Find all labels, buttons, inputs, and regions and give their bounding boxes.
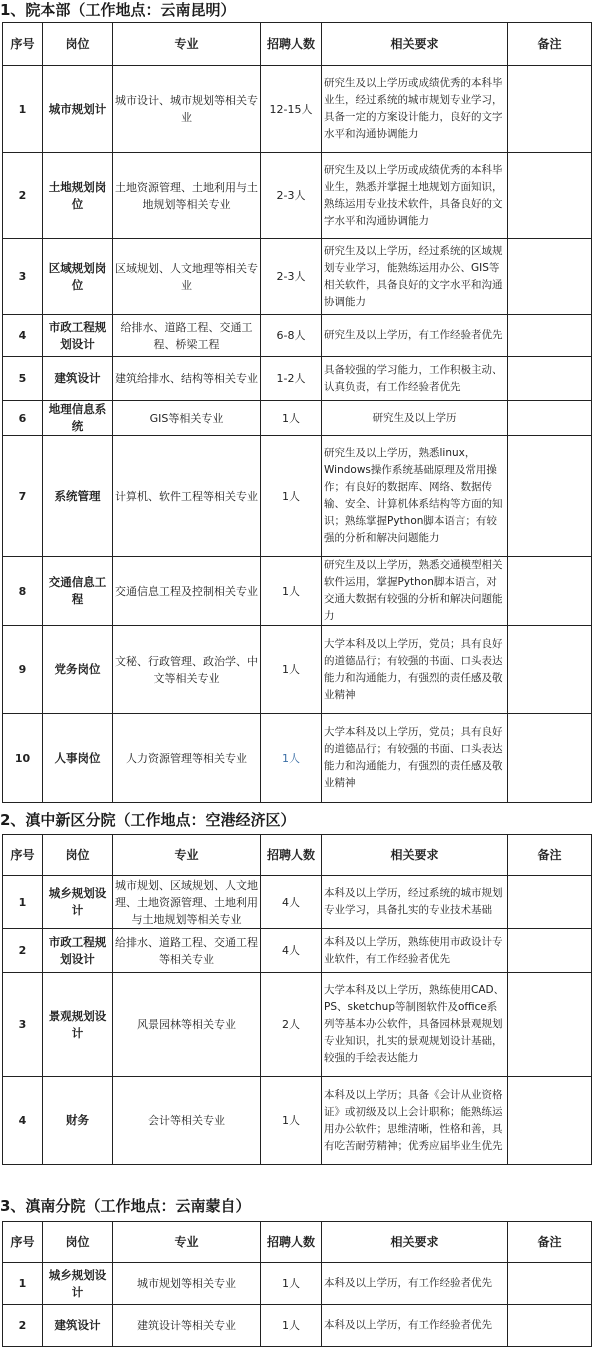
row-number: 7 <box>3 436 43 557</box>
note <box>508 626 592 714</box>
row-number: 5 <box>3 357 43 401</box>
position-name: 市政工程规划设计 <box>43 929 113 973</box>
note <box>508 1077 592 1165</box>
job-table-3 <box>2 1221 592 1347</box>
major: 给排水、道路工程、交通工程、桥梁工程 <box>113 315 261 357</box>
note <box>508 876 592 929</box>
header-no: 序号 <box>3 1222 43 1263</box>
major: 建筑设计等相关专业 <box>113 1305 261 1347</box>
note <box>508 436 592 557</box>
major: 建筑给排水、结构等相关专业 <box>113 357 261 401</box>
requirements: 研究生及以上学历，熟悉交通模型相关软件运用，掌握Python脚本语言，对交通大数据有较强的分析和解决问题能力 <box>322 557 508 626</box>
position-name: 城市规划计 <box>43 66 113 153</box>
headcount: 1-2人 <box>261 357 322 401</box>
position-name: 系统管理 <box>43 436 113 557</box>
major: 土地资源管理、土地利用与土地规划等相关专业 <box>113 153 261 239</box>
table-row <box>3 436 592 557</box>
position-name: 景观规划设计 <box>43 973 113 1077</box>
header-note: 备注 <box>508 1222 592 1263</box>
row-number: 4 <box>3 1077 43 1165</box>
table-row <box>3 626 592 714</box>
requirements: 具备较强的学习能力，工作积极主动、认真负责，有工作经验者优先 <box>322 357 508 401</box>
header-note: 备注 <box>508 835 592 876</box>
section-title: 3、滇南分院（工作地点：云南蒙自） <box>0 1197 251 1215</box>
row-number: 3 <box>3 973 43 1077</box>
major: 区域规划、人文地理等相关专业 <box>113 239 261 315</box>
major: 风景园林等相关专业 <box>113 973 261 1077</box>
row-number: 10 <box>3 714 43 803</box>
header-no: 序号 <box>3 23 43 66</box>
requirements: 本科及以上学历，有工作经验者优先 <box>322 1305 508 1347</box>
table-row <box>3 1263 592 1305</box>
requirements: 本科及以上学历，熟练使用市政设计专业软件，有工作经验者优先 <box>322 929 508 973</box>
note <box>508 973 592 1077</box>
major: 城市设计、城市规划等相关专业 <box>113 66 261 153</box>
headcount: 2人 <box>261 973 322 1077</box>
headcount: 6-8人 <box>261 315 322 357</box>
note <box>508 153 592 239</box>
table-row <box>3 401 592 436</box>
row-number: 2 <box>3 153 43 239</box>
row-number: 3 <box>3 239 43 315</box>
headcount: 1人 <box>261 714 322 803</box>
section-title: 1、院本部（工作地点：云南昆明） <box>0 1 236 19</box>
row-number: 6 <box>3 401 43 436</box>
requirements: 本科及以上学历，经过系统的城市规划专业学习，具备扎实的专业技术基础 <box>322 876 508 929</box>
header-position: 岗位 <box>43 23 113 66</box>
headcount: 4人 <box>261 876 322 929</box>
headcount: 1人 <box>261 557 322 626</box>
major: 城市规划等相关专业 <box>113 1263 261 1305</box>
position-name: 区域规划岗位 <box>43 239 113 315</box>
requirements: 研究生及以上学历或成绩优秀的本科毕业生，熟悉并掌握土地规划方面知识，熟练运用专业技术软件，具备良好的文字水平和沟通协调能力 <box>322 153 508 239</box>
header-no: 序号 <box>3 835 43 876</box>
header-requirements: 相关要求 <box>322 835 508 876</box>
position-name: 土地规划岗位 <box>43 153 113 239</box>
position-name: 人事岗位 <box>43 714 113 803</box>
table-row <box>3 1305 592 1347</box>
header-major: 专业 <box>113 1222 261 1263</box>
row-number: 2 <box>3 929 43 973</box>
row-number: 9 <box>3 626 43 714</box>
table-row <box>3 239 592 315</box>
headcount: 1人 <box>261 1305 322 1347</box>
note <box>508 401 592 436</box>
note <box>508 239 592 315</box>
job-table-1 <box>2 22 592 803</box>
header-requirements: 相关要求 <box>322 23 508 66</box>
headcount: 1人 <box>261 436 322 557</box>
table-row <box>3 315 592 357</box>
row-number: 8 <box>3 557 43 626</box>
requirements: 大学本科及以上学历，党员；具有良好的道德品行；有较强的书面、口头表达能力和沟通能力，有强烈的责任感及敬业精神 <box>322 714 508 803</box>
position-name: 城乡规划设计 <box>43 1263 113 1305</box>
headcount: 4人 <box>261 929 322 973</box>
headcount: 12-15人 <box>261 66 322 153</box>
header-count: 招聘人数 <box>261 835 322 876</box>
major: GIS等相关专业 <box>113 401 261 436</box>
row-number: 4 <box>3 315 43 357</box>
job-table-2 <box>2 834 592 1165</box>
table-row <box>3 153 592 239</box>
headcount: 1人 <box>261 626 322 714</box>
requirements: 研究生及以上学历 <box>322 401 508 436</box>
note <box>508 714 592 803</box>
position-name: 党务岗位 <box>43 626 113 714</box>
row-number: 1 <box>3 876 43 929</box>
position-name: 城乡规划设计 <box>43 876 113 929</box>
note <box>508 66 592 153</box>
requirements: 研究生及以上学历，有工作经验者优先 <box>322 315 508 357</box>
major: 文秘、行政管理、政治学、中文等相关专业 <box>113 626 261 714</box>
note <box>508 1305 592 1347</box>
table-row <box>3 357 592 401</box>
table-row <box>3 557 592 626</box>
requirements: 研究生及以上学历或成绩优秀的本科毕业生，经过系统的城市规划专业学习，具备一定的方案设计能力，良好的文字水平和沟通协调能力 <box>322 66 508 153</box>
header-requirements: 相关要求 <box>322 1222 508 1263</box>
table-row <box>3 714 592 803</box>
table-row <box>3 876 592 929</box>
major: 交通信息工程及控制相关专业 <box>113 557 261 626</box>
headcount: 1人 <box>261 1077 322 1165</box>
position-name: 建筑设计 <box>43 357 113 401</box>
position-name: 市政工程规划设计 <box>43 315 113 357</box>
header-count: 招聘人数 <box>261 1222 322 1263</box>
major: 给排水、道路工程、交通工程等相关专业 <box>113 929 261 973</box>
row-number: 1 <box>3 66 43 153</box>
header-major: 专业 <box>113 23 261 66</box>
table-row <box>3 929 592 973</box>
note <box>508 357 592 401</box>
table-row <box>3 66 592 153</box>
header-count: 招聘人数 <box>261 23 322 66</box>
row-number: 2 <box>3 1305 43 1347</box>
position-name: 建筑设计 <box>43 1305 113 1347</box>
major: 人力资源管理等相关专业 <box>113 714 261 803</box>
position-name: 地理信息系统 <box>43 401 113 436</box>
headcount: 2-3人 <box>261 239 322 315</box>
note <box>508 557 592 626</box>
requirements: 研究生及以上学历，熟悉linux，Windows操作系统基础原理及常用操作；有良好的数据库、网络、数据传输、安全、计算机体系结构等方面的知识；熟练掌握Python脚本语言；有较强的分析和解决问题能力 <box>322 436 508 557</box>
headcount: 2-3人 <box>261 153 322 239</box>
requirements: 本科及以上学历，有工作经验者优先 <box>322 1263 508 1305</box>
headcount: 1人 <box>261 401 322 436</box>
headcount: 1人 <box>261 1263 322 1305</box>
note <box>508 315 592 357</box>
header-note: 备注 <box>508 23 592 66</box>
requirements: 研究生及以上学历，经过系统的区域规划专业学习，能熟练运用办公、GIS等相关软件，具备良好的文字水平和沟通协调能力 <box>322 239 508 315</box>
position-name: 财务 <box>43 1077 113 1165</box>
major: 城市规划、区域规划、人文地理、土地资源管理、土地利用与土地规划等相关专业 <box>113 876 261 929</box>
position-name: 交通信息工程 <box>43 557 113 626</box>
major: 计算机、软件工程等相关专业 <box>113 436 261 557</box>
header-major: 专业 <box>113 835 261 876</box>
note <box>508 929 592 973</box>
table-row <box>3 973 592 1077</box>
note <box>508 1263 592 1305</box>
major: 会计等相关专业 <box>113 1077 261 1165</box>
requirements: 大学本科及以上学历，熟练使用CAD、PS、sketchup等制图软件及office系列等基本办公软件，具备园林景观规划专业知识，扎实的景观规划设计基础，较强的手绘表达能力 <box>322 973 508 1077</box>
table-row <box>3 1077 592 1165</box>
header-position: 岗位 <box>43 835 113 876</box>
header-position: 岗位 <box>43 1222 113 1263</box>
section-title: 2、滇中新区分院（工作地点：空港经济区） <box>0 811 296 829</box>
requirements: 大学本科及以上学历，党员；具有良好的道德品行；有较强的书面、口头表达能力和沟通能力，有强烈的责任感及敬业精神 <box>322 626 508 714</box>
row-number: 1 <box>3 1263 43 1305</box>
requirements: 本科及以上学历；具备《会计从业资格证》或初级及以上会计职称；能熟练运用办公软件；思维清晰，性格和善，具有吃苦耐劳精神；优秀应届毕业生优先 <box>322 1077 508 1165</box>
